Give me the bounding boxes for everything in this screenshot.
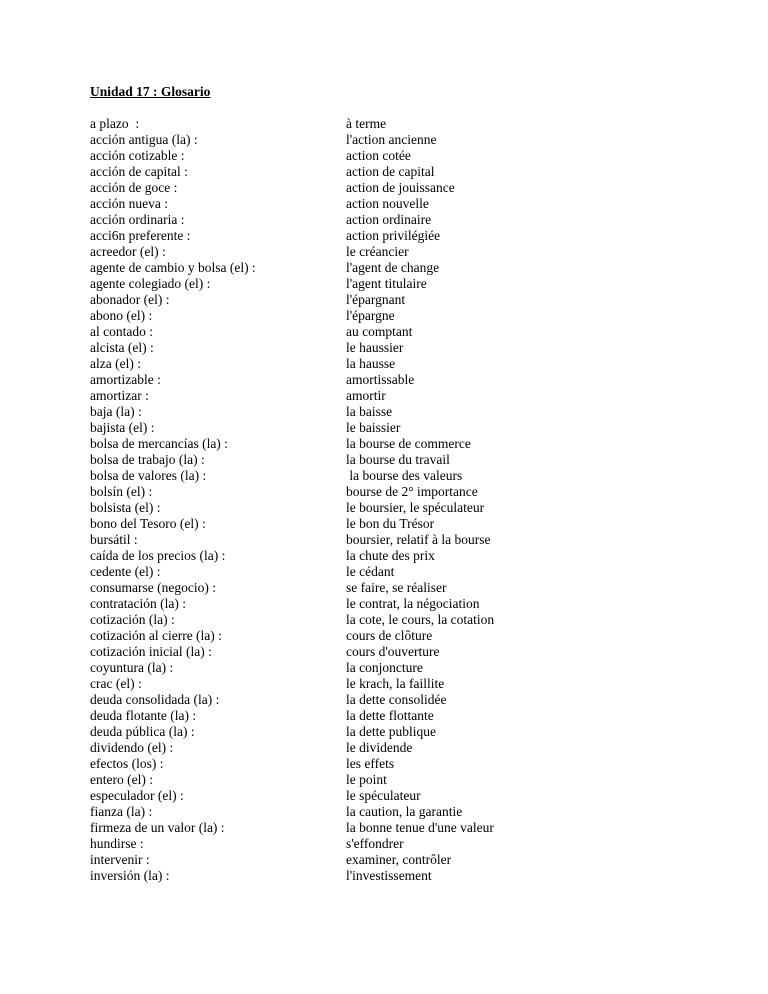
french-translation: le dividende [346, 740, 413, 755]
spanish-term: coyuntura (la) : [90, 660, 174, 675]
spanish-term: dividendo (el) : [90, 740, 174, 755]
spanish-term: abonador (el) : [90, 292, 170, 307]
french-translation: au comptant [346, 324, 413, 339]
french-translation: action nouvelle [346, 196, 429, 211]
french-translation: action de capital [346, 164, 435, 179]
french-translation: la chute des prix [346, 548, 435, 563]
french-translation: action privilégiée [346, 228, 441, 243]
spanish-term: bursátil : [90, 532, 138, 547]
french-translation: la bourse des valeurs [346, 468, 463, 483]
spanish-term: bajista (el) : [90, 420, 155, 435]
spanish-term: bolsa de trabajo (la) : [90, 452, 205, 467]
spanish-term: cotización inicial (la) : [90, 644, 212, 659]
spanish-term: alza (el) : [90, 356, 141, 371]
french-translations-column [346, 116, 494, 884]
spanish-term: acción ordinaria : [90, 212, 185, 227]
french-translation: la caution, la garantie [346, 804, 463, 819]
spanish-term: cedente (el) : [90, 564, 161, 579]
spanish-term: acción de capital : [90, 164, 188, 179]
french-translation: la dette publique [346, 724, 436, 739]
french-translation: le contrat, la négociation [346, 596, 480, 611]
spanish-term: especulador (el) : [90, 788, 184, 803]
spanish-term: deuda flotante (la) : [90, 708, 197, 723]
spanish-term: acreedor (el) : [90, 244, 166, 259]
french-translation: le boursier, le spéculateur [346, 500, 485, 515]
spanish-term: abono (el) : [90, 308, 153, 323]
french-translation: la baisse [346, 404, 393, 419]
spanish-term: al contado : [90, 324, 153, 339]
french-translation: bourse de 2° importance [346, 484, 478, 499]
french-translation: cours d'ouverture [346, 644, 440, 659]
french-translation: le baissier [346, 420, 401, 435]
french-translation: la conjoncture [346, 660, 423, 675]
spanish-term: deuda consolidada (la) : [90, 692, 220, 707]
spanish-term: a plazo : [90, 116, 140, 131]
french-translation: le cédant [346, 564, 395, 579]
spanish-term: fianza (la) : [90, 804, 153, 819]
spanish-term: crac (el) : [90, 676, 142, 691]
french-translation: le point [346, 772, 387, 787]
spanish-term: cotización (la) : [90, 612, 175, 627]
french-translation: la dette flottante [346, 708, 434, 723]
spanish-term: acción antigua (la) : [90, 132, 198, 147]
french-translation: la bonne tenue d'une valeur [346, 820, 494, 835]
spanish-term: amortizar : [90, 388, 149, 403]
spanish-term: amortizable : [90, 372, 161, 387]
french-translation: le bon du Trésor [346, 516, 435, 531]
french-translation: l'épargne [346, 308, 395, 323]
french-translation: se faire, se réaliser [346, 580, 447, 595]
french-translation: amortir [346, 388, 386, 403]
french-translation: l'épargnant [346, 292, 406, 307]
french-translation: la dette consolidée [346, 692, 447, 707]
spanish-term: agente de cambio y bolsa (el) : [90, 260, 256, 275]
spanish-term: bolsa de mercancías (la) : [90, 436, 228, 451]
french-translation: à terme [346, 116, 387, 131]
spanish-term: bono del Tesoro (el) : [90, 516, 206, 531]
french-translation: l'investissement [346, 868, 432, 883]
french-translation: le krach, la faillite [346, 676, 445, 691]
french-translation: action de jouissance [346, 180, 455, 195]
spanish-term: intervenir : [90, 852, 150, 867]
spanish-term: acción cotizable : [90, 148, 185, 163]
spanish-term: agente colegiado (el) : [90, 276, 211, 291]
spanish-term: caída de los precios (la) : [90, 548, 226, 563]
spanish-term: alcista (el) : [90, 340, 154, 355]
spanish-term: entero (el) : [90, 772, 153, 787]
french-translation: s'effondrer [346, 836, 404, 851]
french-translation: la cote, le cours, la cotation [346, 612, 495, 627]
spanish-term: bolsa de valores (la) : [90, 468, 207, 483]
spanish-term: bolsín (el) : [90, 484, 153, 499]
spanish-term: inversión (la) : [90, 868, 170, 883]
french-translation: l'action ancienne [346, 132, 437, 147]
spanish-term: efectos (los) : [90, 756, 164, 771]
french-translation: boursier, relatif à la bourse [346, 532, 491, 547]
french-translation: action ordinaire [346, 212, 432, 227]
spanish-term: firmeza de un valor (la) : [90, 820, 225, 835]
french-translation: le spéculateur [346, 788, 421, 803]
spanish-term: contratación (la) : [90, 596, 186, 611]
spanish-term: cotización al cierre (la) : [90, 628, 222, 643]
spanish-term: hundirse : [90, 836, 144, 851]
spanish-term: acci6n preferente : [90, 228, 191, 243]
french-translation: examiner, contrôler [346, 852, 452, 867]
french-translation: le haussier [346, 340, 404, 355]
french-translation: la bourse de commerce [346, 436, 471, 451]
spanish-terms-column [90, 116, 256, 884]
french-translation: l'agent titulaire [346, 276, 427, 291]
spanish-term: baja (la) : [90, 404, 142, 419]
french-translation: les effets [346, 756, 395, 771]
page-title: Unidad 17 : Glosario [90, 84, 211, 99]
french-translation: le créancier [346, 244, 409, 259]
spanish-term: consumarse (negocio) : [90, 580, 216, 595]
spanish-term: acción de goce : [90, 180, 178, 195]
french-translation: l'agent de change [346, 260, 440, 275]
spanish-term: acción nueva : [90, 196, 168, 211]
french-translation: amortissable [346, 372, 415, 387]
french-translation: cours de clôture [346, 628, 433, 643]
spanish-term: deuda pública (la) : [90, 724, 195, 739]
french-translation: action cotée [346, 148, 411, 163]
spanish-term: bolsista (el) : [90, 500, 161, 515]
french-translation: la bourse du travail [346, 452, 450, 467]
french-translation: la hausse [346, 356, 396, 371]
